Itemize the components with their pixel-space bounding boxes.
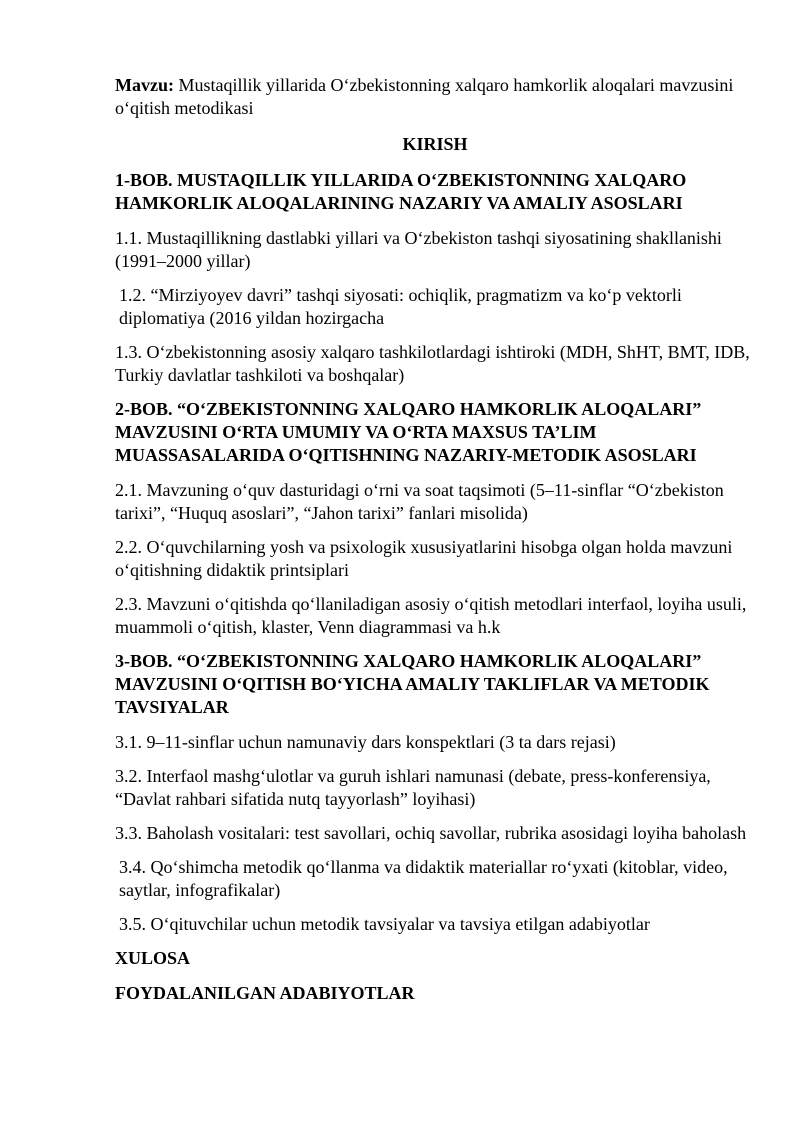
section-2-2: 2.2. O‘quvchilarning yosh va psixologik xususiyatlarini hisobga olgan holda mavzuni o‘qitishning didaktik printsiplari bbox=[115, 537, 733, 580]
intro-heading: KIRISH bbox=[402, 134, 468, 154]
section-1-3: 1.3. O‘zbekistonning asosiy xalqaro tashkilotlardagi ishtiroki (MDH, ShHT, BMT, IDB, Turkiy davlatlar tashkiloti va boshqalar) bbox=[115, 342, 750, 385]
section-1-2: 1.2. “Mirziyoyev davri” tashqi siyosati: ochiqlik, pragmatizm va ko‘p vektorli diplomatiya (2016 yildan hozirgacha bbox=[119, 285, 682, 328]
section-2-3: 2.3. Mavzuni o‘qitishda qo‘llaniladigan asosiy o‘qitish metodlari interfaol, loyiha usuli, muammoli o‘qitish, klaster, Venn diagrammasi va h.k bbox=[115, 594, 747, 637]
section-1-1: 1.1. Mustaqillikning dastlabki yillari va O‘zbekiston tashqi siyosatining shakllanishi (1991–2000 yillar) bbox=[115, 228, 722, 271]
chapter-3-title: 3-BOB. “O‘ZBEKISTONNING XALQARO HAMKORLIK ALOQALARI” MAVZUSINI O‘QITISH BO‘YICHA AMALIY TAKLIFLAR VA METODIK TAVSIYALAR bbox=[115, 651, 710, 717]
conclusion-heading: XULOSA bbox=[115, 948, 191, 968]
section-3-2: 3.2. Interfaol mashg‘ulotlar va guruh ishlari namunasi (debate, press-konferensiya, “Davlat rahbari sifatida nutq tayyorlash” loyihasi) bbox=[115, 766, 711, 809]
section-3-5: 3.5. O‘qituvchilar uchun metodik tavsiyalar va tavsiya etilgan adabiyotlar bbox=[119, 914, 650, 934]
chapter-1-title: 1-BOB. MUSTAQILLIK YILLARIDA O‘ZBEKISTONNING XALQARO HAMKORLIK ALOQALARINING NAZARIY VA AMALIY ASOSLARI bbox=[115, 170, 687, 213]
references-heading: FOYDALANILGAN ADABIYOTLAR bbox=[115, 983, 415, 1003]
topic-label: Mavzu: bbox=[115, 75, 174, 95]
section-3-1: 3.1. 9–11-sinflar uchun namunaviy dars konspektlari (3 ta dars rejasi) bbox=[115, 732, 616, 752]
topic-line bbox=[115, 74, 755, 120]
section-3-3: 3.3. Baholash vositalari: test savollari, ochiq savollar, rubrika asosidagi loyiha baholash bbox=[115, 823, 747, 843]
chapter-2-title: 2-BOB. “O‘ZBEKISTONNING XALQARO HAMKORLIK ALOQALARI” MAVZUSINI O‘RTA UMUMIY VA O‘RTA MAXSUS TA’LIM MUASSASALARIDA O‘QITISHNING NAZARIY-METODIK ASOSLARI bbox=[115, 399, 702, 465]
topic-text: Mustaqillik yillarida O‘zbekistonning xalqaro hamkorlik aloqalari mavzusini o‘qitish metodikasi bbox=[115, 75, 734, 118]
section-2-1: 2.1. Mavzuning o‘quv dasturidagi o‘rni va soat taqsimoti (5–11-sinflar “O‘zbekiston tarixi”, “Huquq asoslari”, “Jahon tarixi” fanlari misolida) bbox=[115, 480, 724, 523]
section-3-4: 3.4. Qo‘shimcha metodik qo‘llanma va didaktik materiallar ro‘yxati (kitoblar, video, saytlar, infografikalar) bbox=[119, 857, 728, 900]
document-page bbox=[115, 74, 755, 1017]
